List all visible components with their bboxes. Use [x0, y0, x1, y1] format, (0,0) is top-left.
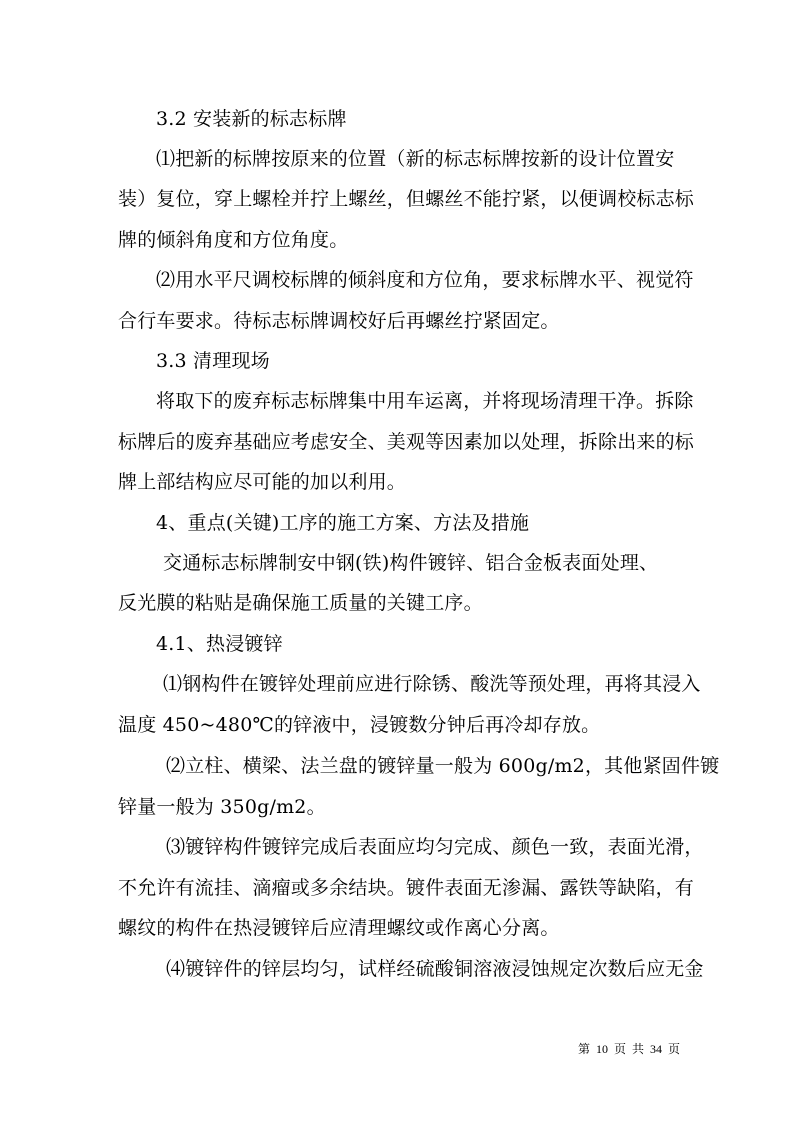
text-line: ⑴钢构件在镀锌处理前应进行除锈、酸洗等预处理，再将其浸入: [163, 673, 701, 695]
text-line: 3.3 清理现场: [156, 350, 270, 372]
text-line: 反光膜的粘贴是确保施工质量的关键工序。: [118, 592, 483, 614]
text-line: 合行车要求。待标志标牌调校好后再螺丝拧紧固定。: [118, 310, 560, 332]
text-line: 装）复位，穿上螺栓并拧上螺丝，但螺丝不能拧紧，以便调校标志标: [118, 188, 695, 210]
text-line: ⑶镀锌构件镀锌完成后表面应均匀完成、颜色一致，表面光滑，: [166, 836, 704, 858]
text-line: 牌的倾斜角度和方位角度。: [118, 229, 349, 251]
text-line: ⑵用水平尺调校标牌的倾斜度和方位角，要求标牌水平、视觉符: [156, 269, 694, 291]
text-line: ⑷镀锌件的锌层均匀，试样经硫酸铜溶液浸蚀规定次数后应无金: [166, 958, 704, 980]
text-line: 将取下的废弃标志标牌集中用车运离，并将现场清理干净。拆除: [156, 390, 694, 412]
text-line: ⑵立柱、横梁、法兰盘的镀锌量一般为 600g/m2，其他紧固件镀: [166, 755, 720, 777]
page-number-footer: 第 10 页 共 34 页: [578, 1042, 681, 1056]
text-line: 锌量一般为 350g/m2。: [118, 796, 326, 818]
text-line: 标牌后的废弃基础应考虑安全、美观等因素加以处理，拆除出来的标: [118, 431, 695, 453]
text-line: 牌上部结构应尽可能的加以利用。: [118, 471, 407, 493]
text-line: 4.1、热浸镀锌: [156, 633, 283, 655]
text-line: ⑴把新的标牌按原来的位置（新的标志标牌按新的设计位置安: [156, 148, 675, 170]
text-line: 温度 450~480℃的锌液中，浸镀数分钟后再冷却存放。: [118, 714, 601, 736]
text-line: 4、重点(关键)工序的施工方案、方法及措施: [156, 512, 530, 534]
text-line: 3.2 安装新的标志标牌: [156, 108, 347, 130]
text-line: 交通标志标牌制安中钢(铁)构件镀锌、铝合金板表面处理、: [163, 552, 659, 574]
text-line: 不允许有流挂、滴瘤或多余结块。镀件表面无渗漏、露铁等缺陷，有: [118, 877, 695, 899]
text-line: 螺纹的构件在热浸镀锌后应清理螺纹或作离心分离。: [118, 917, 560, 939]
